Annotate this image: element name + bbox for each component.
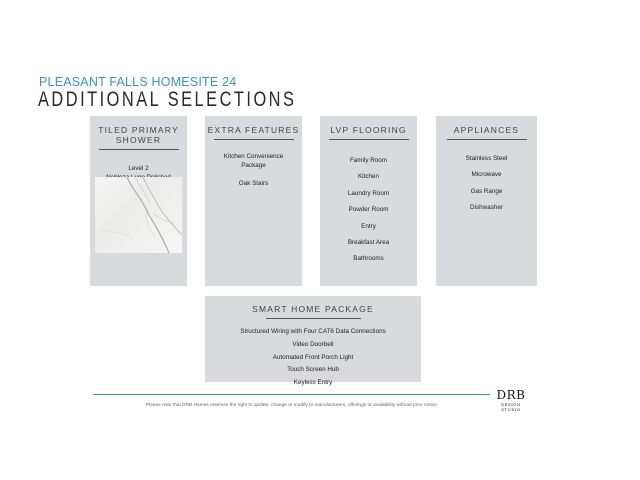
list-item: Keyless Entry (293, 379, 333, 387)
list-item: Family Room (349, 157, 388, 164)
list-item: Dishwasher (470, 204, 503, 212)
heading-rule (99, 149, 179, 150)
list-item: Bathrooms (353, 255, 384, 263)
list-item: Video Doorbell (292, 340, 334, 348)
panel-appliances (436, 116, 537, 286)
panel-smart-home-package (205, 296, 421, 387)
list-item: Powder Room (348, 206, 389, 214)
list-item: Kitchen Convenience (223, 153, 284, 160)
list-item: Laundry Room (347, 189, 390, 197)
list-item: Oak Stairs (238, 180, 269, 187)
marble-tile-swatch (95, 177, 182, 253)
panel-heading: EXTRA FEATURES (207, 125, 300, 135)
panel-heading: SMART HOME PACKAGE (252, 304, 374, 314)
marble-veining (95, 177, 182, 253)
disclaimer-text: Please note that DRB Homes reserves the right to update, change or modify to manufacturers, offerings or availability without prior notice. (146, 403, 439, 408)
heading-rule (447, 139, 527, 140)
footer-divider (93, 394, 490, 395)
list-item: Package (241, 162, 266, 169)
list-item: Level 2 (128, 165, 149, 172)
community-subtitle: PLEASANT FALLS HOMESITE 24 (39, 75, 237, 89)
list-item: Entry (361, 222, 376, 230)
page-title: ADDITIONAL SELECTIONS (38, 88, 297, 111)
list-item: Stainless Steel (465, 155, 508, 162)
list-item: Kitchen (357, 173, 379, 181)
list-item: Touch Screen Hub (287, 366, 339, 374)
panel-heading: LVP FLOORING (330, 125, 407, 135)
logo-subtitle: DESIGN STUDIO (501, 402, 521, 412)
heading-rule (266, 318, 361, 319)
panel-heading: APPLIANCES (453, 125, 520, 135)
panel-extra-features (205, 116, 302, 286)
heading-rule (329, 139, 409, 140)
list-item: Breakfast Area (347, 238, 390, 246)
heading-rule (214, 139, 294, 140)
panel-tiled-primary-shower (90, 116, 187, 286)
list-item: Microwave (471, 171, 502, 179)
drb-design-studio-logo (493, 389, 529, 411)
list-item: Automated Front Porch Light (272, 353, 354, 361)
logo-mark: DRB (496, 388, 526, 402)
panel-lvp-flooring (320, 116, 417, 286)
panel-heading: TILED PRIMARY SHOWER (98, 125, 179, 145)
list-item: Gas Range (470, 187, 503, 195)
list-item: Structured Wiring with Four CAT6 Data Connections (240, 328, 386, 335)
